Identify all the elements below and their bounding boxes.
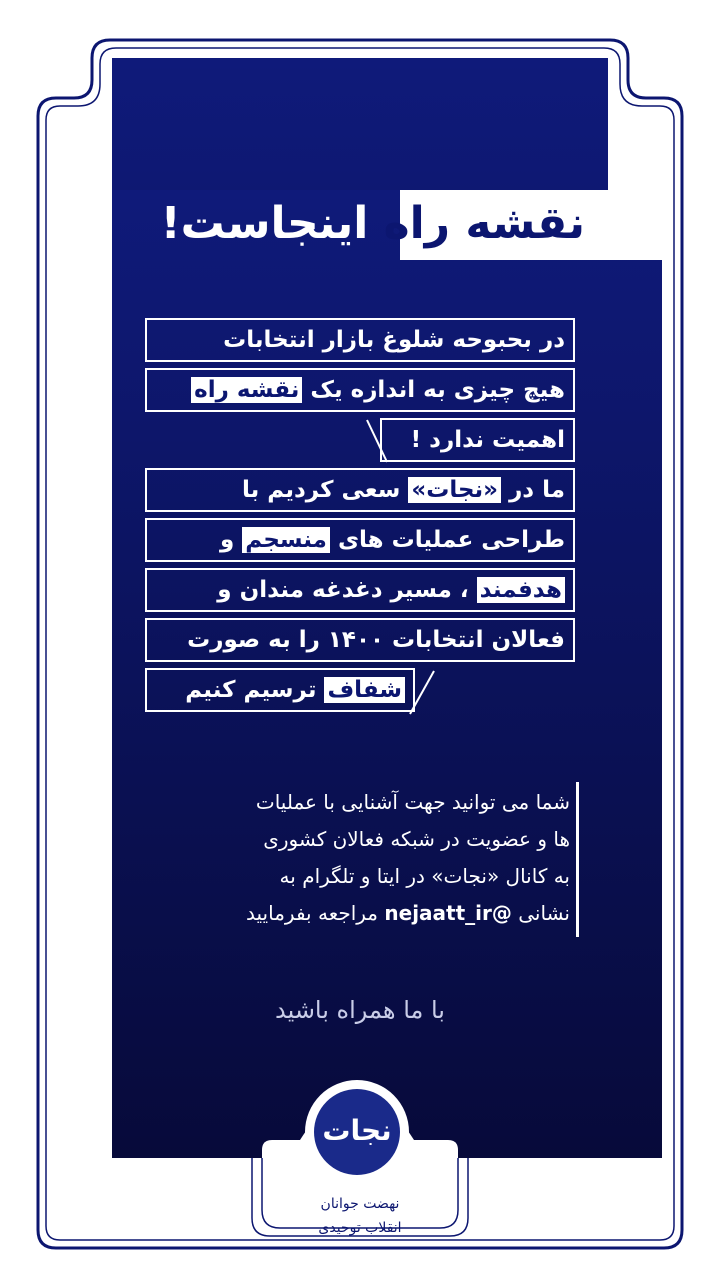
line-text: ترسیم کنیم — [185, 677, 317, 703]
boxed-line-7 — [145, 618, 575, 662]
line-text: سعی کردیم با — [242, 477, 401, 503]
boxed-line-8 — [145, 668, 415, 712]
boxed-line-5 — [145, 518, 575, 562]
line-highlight: شفاف — [324, 677, 405, 703]
line-text: هیچ چیزی به اندازه یک — [310, 377, 565, 403]
info-paragraph — [140, 784, 578, 932]
closing-text: با ما همراه باشید — [274, 996, 445, 1024]
line-highlight: هدفمند — [477, 577, 565, 603]
paragraph-line: شما می توانید جهت آشنایی با عملیات — [255, 790, 570, 814]
line-text: ما در — [509, 477, 565, 503]
boxed-line-2 — [145, 368, 575, 412]
paragraph-text: نشانی — [518, 901, 570, 925]
line-highlight: نقشه راه — [191, 377, 302, 403]
line-highlight: «نجات» — [408, 477, 501, 503]
line-highlight: منسجم — [242, 527, 330, 553]
paragraph-line: ها و عضویت در شبکه فعالان کشوری — [263, 827, 570, 851]
boxed-line-4 — [145, 468, 575, 512]
channel-handle[interactable]: nejaatt_ir@ — [384, 901, 512, 925]
line-text: در بحبوحه شلوغ بازار انتخابات — [223, 327, 565, 353]
logo-mark: نجات — [322, 1114, 392, 1147]
title-part-2: اینجاست! — [160, 198, 369, 249]
line-text: ، مسیر دغدغه مندان و — [217, 577, 469, 603]
logo-subtitle-2: انقلاب توحیدی — [318, 1220, 402, 1236]
boxed-line-3 — [380, 418, 575, 462]
boxed-line-1 — [145, 318, 575, 362]
page-title — [130, 186, 585, 262]
logo-subtitle-1: نهضت جوانان — [320, 1196, 400, 1212]
line-text: طراحی عملیات های — [337, 527, 565, 553]
line-text: و — [219, 527, 235, 553]
line-text: اهمیت ندارد ! — [410, 427, 565, 453]
paragraph-line: به کانال «نجات» در ایتا و تلگرام به — [279, 864, 570, 888]
paragraph-line — [140, 895, 570, 932]
title-part-1: نقشه راه — [368, 198, 585, 249]
boxed-line-6 — [145, 568, 575, 612]
paragraph-text: مراجعه بفرمایید — [246, 901, 379, 925]
line-text: فعالان انتخابات ۱۴۰۰ را به صورت — [187, 627, 565, 653]
